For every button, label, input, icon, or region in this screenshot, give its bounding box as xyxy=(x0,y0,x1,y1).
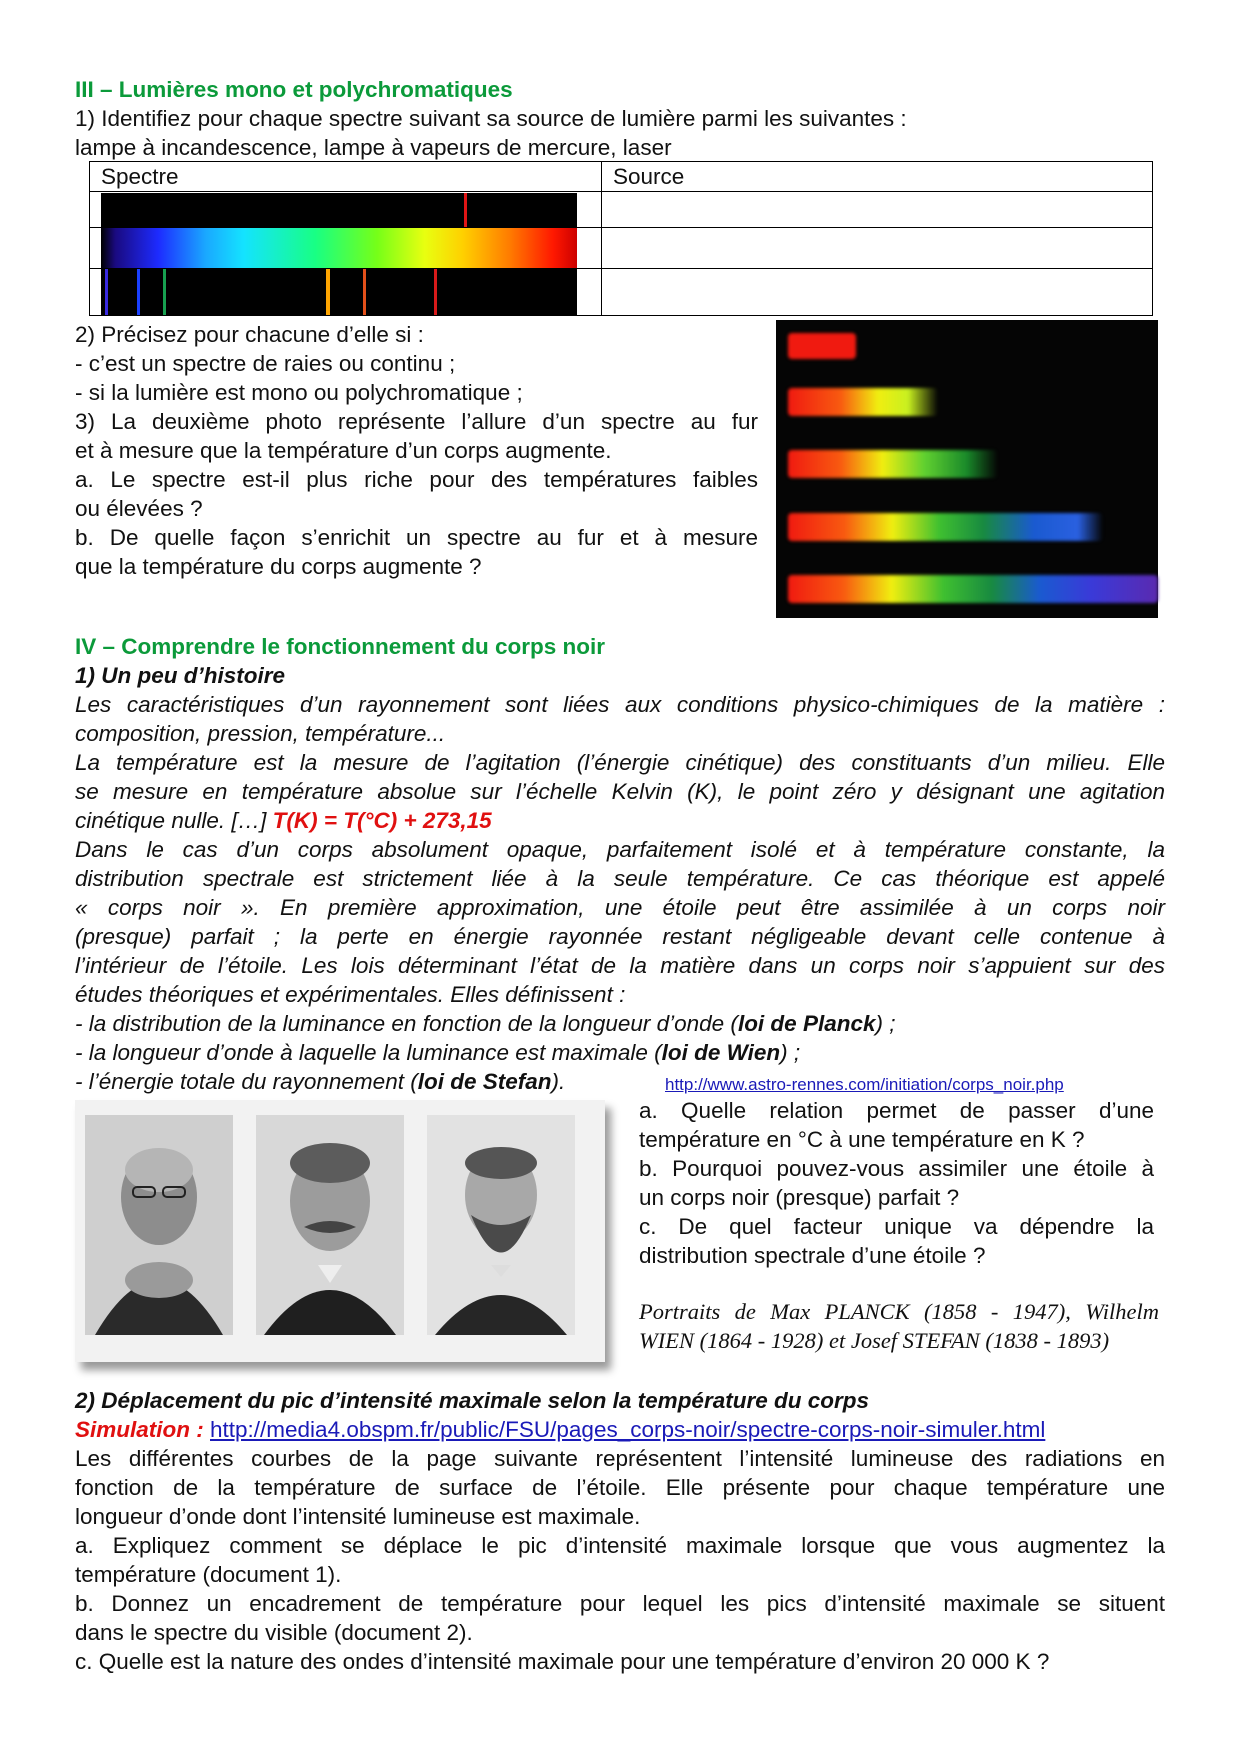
mercury-line-red xyxy=(363,269,366,315)
q2b-line2: dans le spectre du visible (document 2). xyxy=(75,1620,473,1645)
law2-bold: loi de Wien xyxy=(661,1040,781,1065)
source-cell-1[interactable] xyxy=(602,192,1153,228)
qb-line1: b. De quelle façon s’enrichit un spectre au fur et à mesure xyxy=(75,525,758,550)
p1-line2: composition, pression, température... xyxy=(75,721,446,746)
spectrum-cell-laser xyxy=(90,192,602,228)
obspm-simulation-link[interactable]: http://media4.obspm.fr/public/FSU/pages_corps-noir/spectre-corps-noir-simuler.html xyxy=(210,1417,1046,1442)
spectrum-band-2 xyxy=(788,388,938,416)
law-planck xyxy=(75,1009,896,1038)
p2-line1: La température est la mesure de l’agitation (l’énergie cinétique) des constituants d’un milieu. Elle xyxy=(75,750,1165,775)
q2c-line: c. Quelle est la nature des ondes d’intensité maximale pour une température d’environ 20 000 K ? xyxy=(75,1649,1050,1674)
spectrum-continuous-image xyxy=(101,228,577,268)
p3-line1: Dans le cas d’un corps absolument opaque, parfaitement isolé et à température constante, la xyxy=(75,837,1165,862)
header-spectre: Spectre xyxy=(90,162,602,192)
law2-pre: - la longueur d’onde à laquelle la luminance est maximale ( xyxy=(75,1040,662,1065)
spectrum-table xyxy=(89,161,1153,316)
s4-qb-line1: b. Pourquoi pouvez-vous assimiler une étoile à xyxy=(639,1156,1154,1181)
stefan-photo-icon xyxy=(427,1115,575,1335)
source-cell-3[interactable] xyxy=(602,269,1153,316)
s4-qc-line1: c. De quel facteur unique va dépendre la xyxy=(639,1214,1154,1239)
p2-line3 xyxy=(75,806,492,835)
spectrum-laser-image xyxy=(101,193,577,227)
portrait-wien xyxy=(256,1115,404,1335)
section3-title: III – Lumières mono et polychromatiques xyxy=(75,77,513,102)
law1-bold: loi de Planck xyxy=(737,1011,876,1036)
mercury-line-deepred xyxy=(434,269,437,315)
simulation-line xyxy=(75,1415,1045,1444)
q2a-line1: a. Expliquez comment se déplace le pic d’intensité maximale lorsque que vous augmentez la xyxy=(75,1533,1165,1558)
wien-photo-icon xyxy=(256,1115,404,1335)
law3-bold: loi de Stefan xyxy=(417,1069,552,1094)
law-wien xyxy=(75,1038,800,1067)
q3-line2: et à mesure que la température d’un corps augmente. xyxy=(75,438,612,463)
mercury-line-blue xyxy=(137,269,140,315)
portrait-caption-line1: Portraits de Max PLANCK (1858 - 1947), Wilhelm xyxy=(639,1299,1159,1324)
q2-line1: 2) Précisez pour chacune d’elle si : xyxy=(75,322,424,347)
mercury-line-green xyxy=(163,269,166,315)
s4-qc-line2: distribution spectrale d’une étoile ? xyxy=(639,1243,986,1268)
mercury-line-orange xyxy=(326,269,330,315)
law1-pre: - la distribution de la luminance en fonction de la longueur d’onde ( xyxy=(75,1011,738,1036)
spectrum-mercury-image xyxy=(101,269,577,315)
q3-line1: 3) La deuxième photo représente l’allure d’un spectre au fur xyxy=(75,409,758,434)
qa-line1: a. Le spectre est-il plus riche pour des températures faibles xyxy=(75,467,758,492)
planck-photo-icon xyxy=(85,1115,233,1335)
portraits-frame xyxy=(75,1100,605,1362)
p2-line2: se mesure en température absolue sur l’échelle Kelvin (K), le point zéro y désignant une agitation xyxy=(75,779,1165,804)
law2-post: ) ; xyxy=(780,1040,801,1065)
temperature-spectra-photo xyxy=(776,320,1158,618)
qa-line2: ou élevées ? xyxy=(75,496,203,521)
laser-line xyxy=(464,193,467,227)
spectrum-cell-mercury xyxy=(90,269,602,316)
qb-line2: que la température du corps augmente ? xyxy=(75,554,482,579)
portrait-caption-line2: WIEN (1864 - 1928) et Josef STEFAN (1838 - 1893) xyxy=(639,1328,1110,1353)
p3-line2: distribution spectrale est strictement liée à la seule température. Ce cas théorique est appelé xyxy=(75,866,1165,891)
s4-qa-line2: température en °C à une température en K ? xyxy=(639,1127,1085,1152)
sub1-title: 1) Un peu d’histoire xyxy=(75,663,286,688)
astro-rennes-link[interactable]: http://www.astro-rennes.com/initiation/corps_noir.php xyxy=(665,1075,1064,1094)
q2-line3: - si la lumière est mono ou polychromatique ; xyxy=(75,380,523,405)
spectrum-band-4 xyxy=(788,513,1103,541)
p3-line5: l’intérieur de l’étoile. Les lois déterminant l’état de la matière dans un corps noir s’appuient sur des xyxy=(75,953,1165,978)
p4-line1: Les différentes courbes de la page suivante représentent l’intensité lumineuse des radiations en xyxy=(75,1446,1165,1471)
p4-line3: longueur d’onde dont l’intensité lumineuse est maximale. xyxy=(75,1504,641,1529)
spectrum-band-3 xyxy=(788,450,998,478)
s4-qa-line1: a. Quelle relation permet de passer d’une xyxy=(639,1098,1154,1123)
header-source: Source xyxy=(602,162,1153,192)
law3-post: ). xyxy=(551,1069,566,1094)
q2b-line1: b. Donnez un encadrement de température pour lequel les pics d’intensité maximale se situent xyxy=(75,1591,1165,1616)
law3-pre: - l’énergie totale du rayonnement ( xyxy=(75,1069,418,1094)
law-stefan xyxy=(75,1067,565,1096)
sub2-title: 2) Déplacement du pic d’intensité maximale selon la température du corps xyxy=(75,1388,869,1413)
p4-line2: fonction de la température de surface de l’étoile. Elle présente pour chaque température une xyxy=(75,1475,1165,1500)
s4-qb-line2: un corps noir (presque) parfait ? xyxy=(639,1185,960,1210)
spectrum-band-5 xyxy=(788,575,1158,603)
portrait-stefan xyxy=(427,1115,575,1335)
spectrum-cell-continuous xyxy=(90,228,602,269)
spectrum-band-1 xyxy=(788,333,856,359)
p3-line4: (presque) parfait ; la perte en énergie rayonnée restant négligeable devant celle contenue à xyxy=(75,924,1165,949)
p3-line3: « corps noir ». En première approximation, une étoile peut être assimilée à un corps noir xyxy=(75,895,1165,920)
mercury-line-violet xyxy=(105,269,108,315)
source-cell-2[interactable] xyxy=(602,228,1153,269)
p3-line6: études théoriques et expérimentales. Elles définissent : xyxy=(75,982,626,1007)
q1-line2: lampe à incandescence, lampe à vapeurs de mercure, laser xyxy=(75,135,672,160)
q2-line2: - c’est un spectre de raies ou continu ; xyxy=(75,351,456,376)
law1-post: ) ; xyxy=(875,1011,896,1036)
p1-line1: Les caractéristiques d’un rayonnement sont liées aux conditions physico-chimiques de la matière : xyxy=(75,692,1165,717)
q2a-line2: température (document 1). xyxy=(75,1562,342,1587)
portrait-planck xyxy=(85,1115,233,1335)
p2-last: cinétique nulle. […] xyxy=(75,808,273,833)
q1-line1: 1) Identifiez pour chaque spectre suivant sa source de lumière parmi les suivantes : xyxy=(75,106,907,131)
section4-title: IV – Comprendre le fonctionnement du corps noir xyxy=(75,634,606,659)
simulation-label: Simulation : xyxy=(75,1417,210,1442)
kelvin-formula: T(K) = T(°C) + 273,15 xyxy=(272,808,492,833)
